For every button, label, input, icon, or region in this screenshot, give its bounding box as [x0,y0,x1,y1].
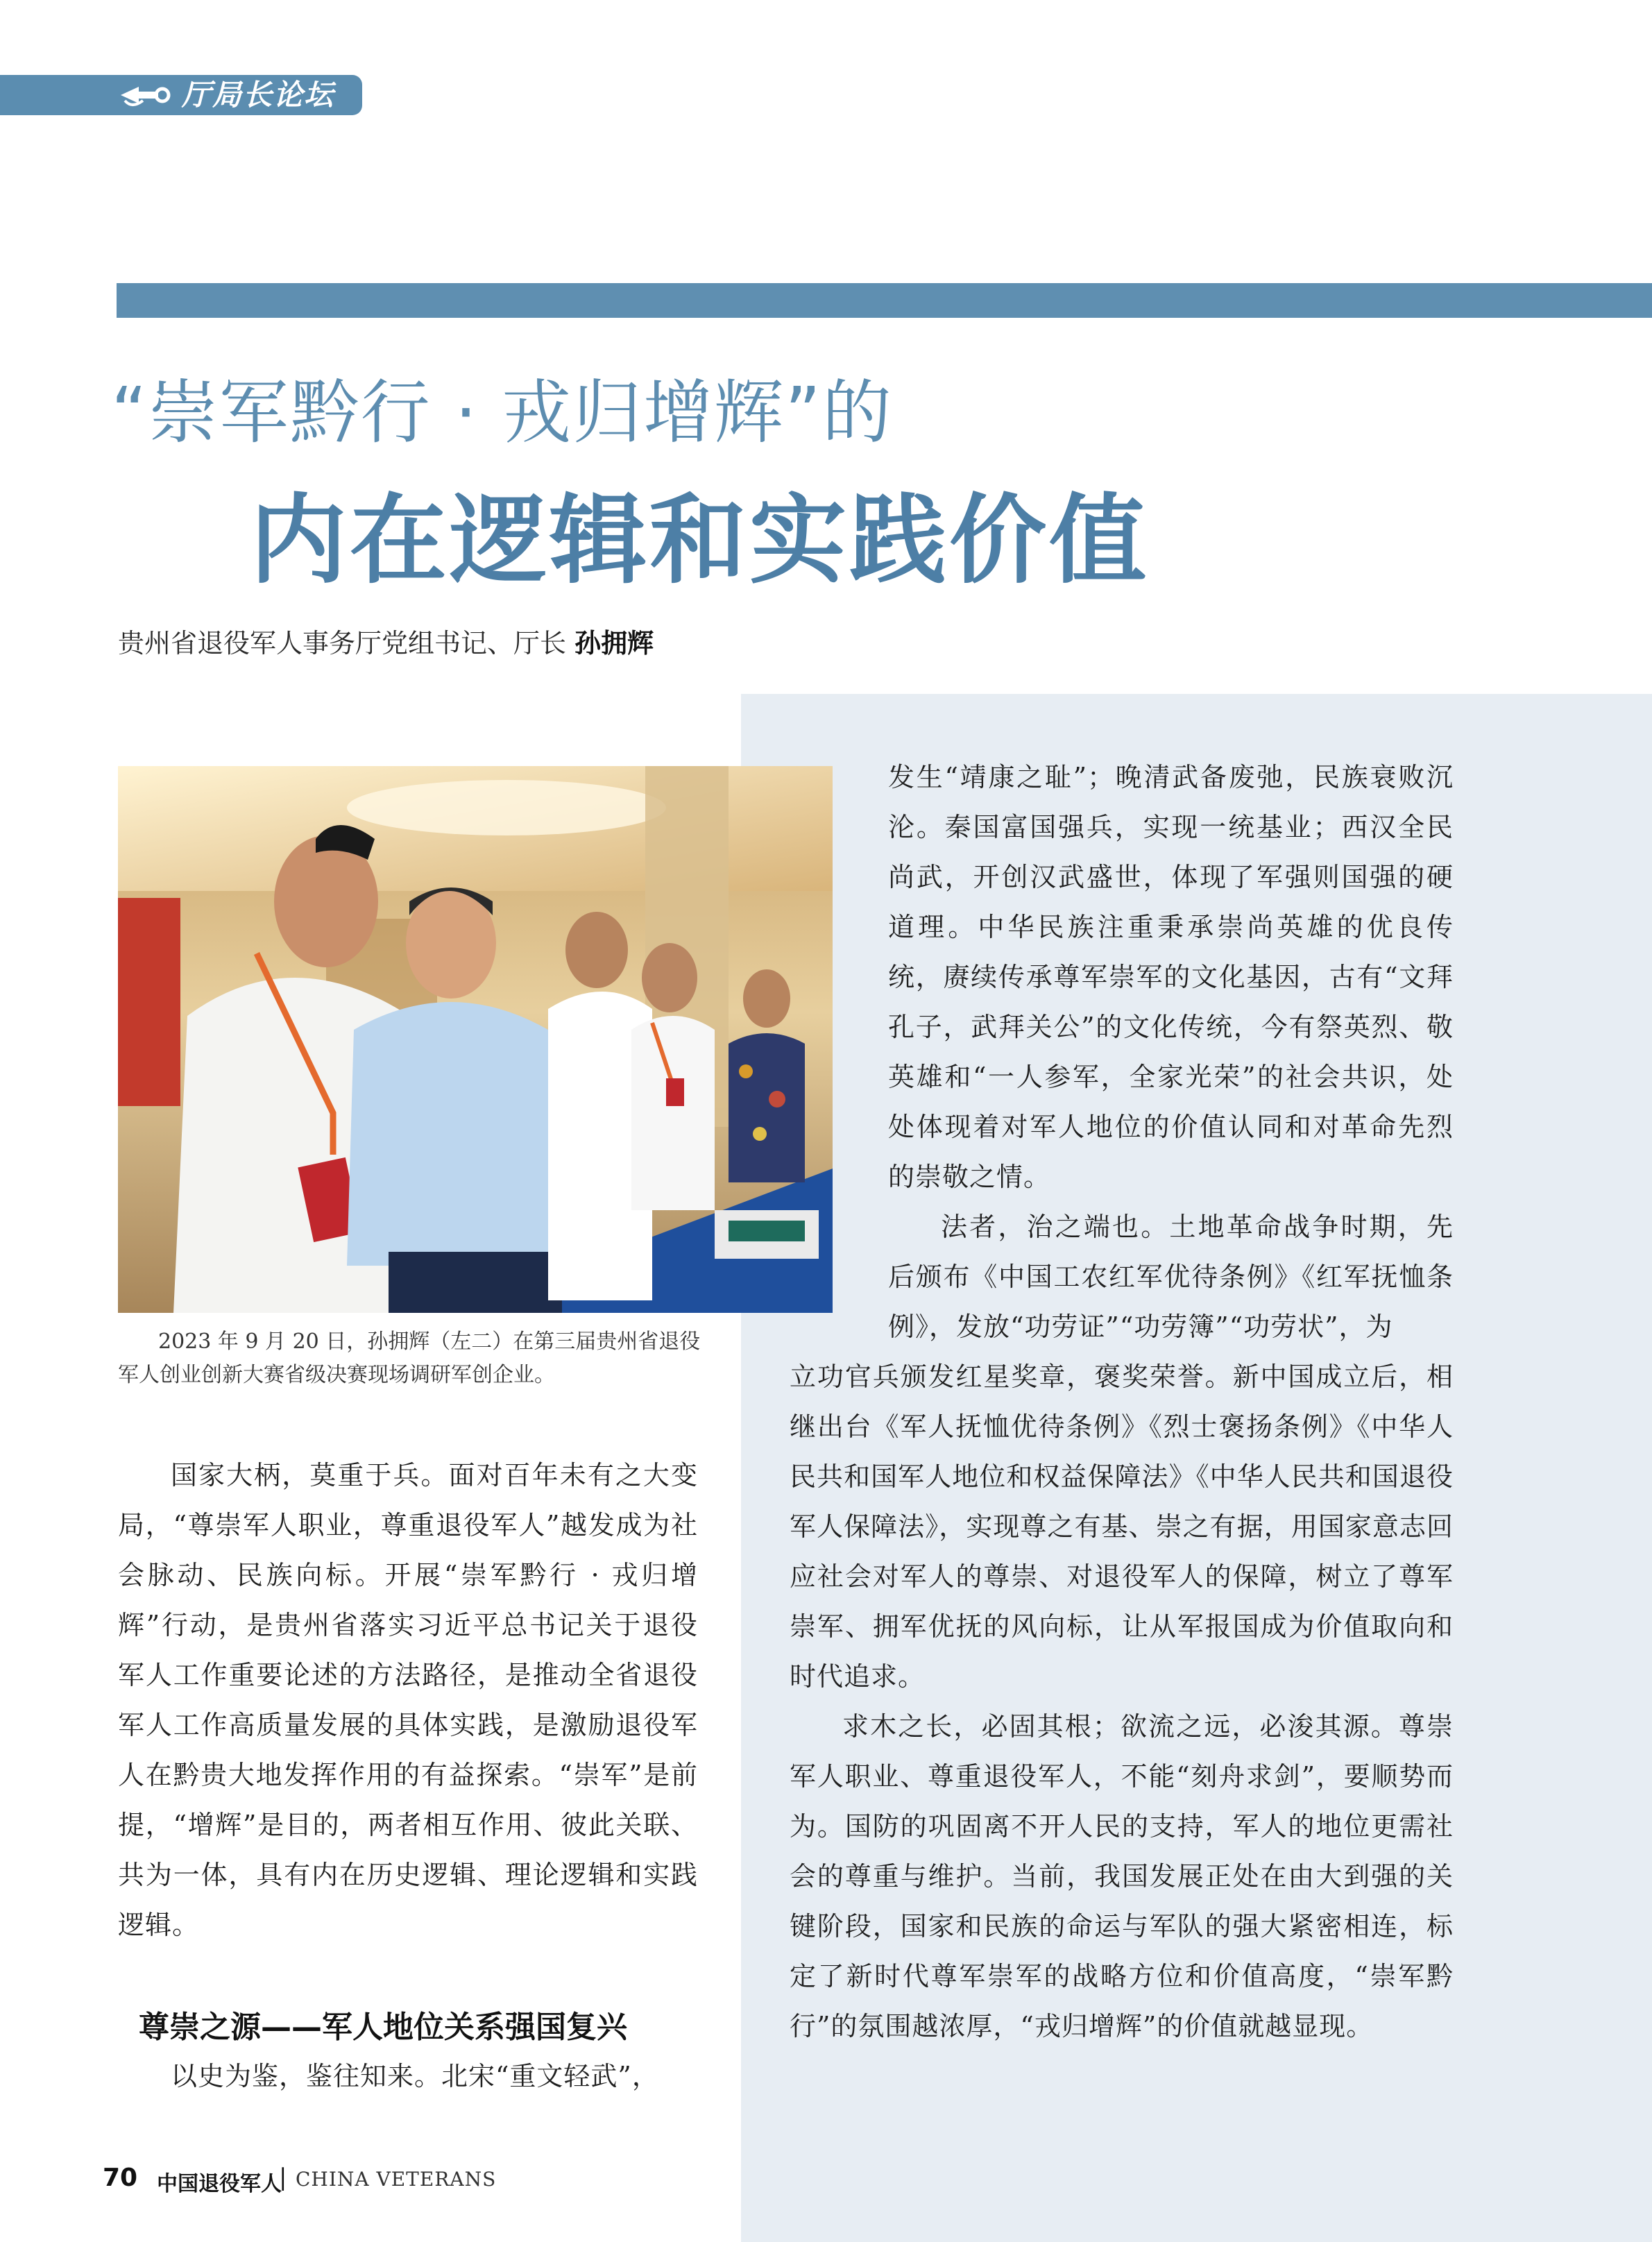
paragraph: 法者，治之端也。土地革命战争时期，先后颁布《中国工农红军优待条例》《红军抚恤条例》，发放“功劳证”“功劳簿”“功劳状”，为 [888,1212,1454,1342]
body-left-tail [118,2051,698,2101]
magazine-name-en: CHINA VETERANS [296,2168,497,2191]
page-number: 70 [103,2164,138,2192]
body-right-column-upper [888,752,1454,1352]
article-photo [118,766,833,1313]
author-name: 孙拥辉 [574,628,654,659]
magazine-name: 中国退役军人 [157,2172,282,2196]
paragraph: 以史为鉴，鉴往知来。北宋“重文轻武”， [171,2061,659,2091]
article-title-line1: “崇军黔行 · 戎归增辉”的 [111,372,893,453]
section-label: 厅局长论坛 [182,78,335,112]
photo-caption: 2023 年 9 月 20 日，孙拥辉（左二）在第三届贵州省退役军人创业创新大赛省级决赛现场调研军创企业。 [118,1330,701,1387]
article-title-line2: 内在逻辑和实践价值 [250,484,1150,597]
footer-separator: | [279,2164,287,2191]
body-right-column-lower [790,1352,1454,2051]
paragraph: 求木之长，必固其根；欲流之远，必浚其源。尊崇军人职业、尊重退役军人，不能“刻舟求剑”，要顺势而为。国防的巩固离不开人民的支持，军人的地位更需社会的尊重与维护。当前，我国发展正处在由大到强的关键阶段，国家和民族的命运与军队的强大紧密相连，标定了新时代尊军崇军的战略方位和价值高度，“崇军黔行”的氛围越浓厚，“戎归增辉”的价值就越显现。 [790,1711,1454,2041]
paragraph: 国家大柄，莫重于兵。面对百年未有之大变局，“尊崇军人职业，尊重退役军人”越发成为社会脉动、民族向标。开展“崇军黔行 · 戎归增辉”行动，是贵州省落实习近平总书记关于退役军人工作重要论述的方法路径，是推动全省退役军人工作高质量发展的具体实践，是激励退役军人在黔贵大地发挥作用的有益探索。“崇军”是前提，“增辉”是目的，两者相互作用、彼此关联、共为一体，具有内在历史逻辑、理论逻辑和实践逻辑。 [118,1460,698,1940]
paragraph: 立功官兵颁发红星奖章，褒奖荣誉。新中国成立后，相继出台《军人抚恤优待条例》《烈士褒扬条例》《中华人民共和国军人地位和权益保障法》《中华人民共和国退役军人保障法》，实现尊之有基、崇之有据，用国家意志回应社会对军人的尊崇、对退役军人的保障，树立了尊军崇军、拥军优抚的风向标，让从军报国成为价值取向和时代追求。 [790,1361,1454,1692]
title-bar [117,283,1652,318]
body-left-column [118,1450,698,1950]
author-role: 贵州省退役军人事务厅党组书记、厅长 [118,628,575,659]
byline [118,622,654,664]
paragraph: 发生“靖康之耻”；晚清武备废弛，民族衰败沉沦。秦国富国强兵，实现一统基业；西汉全民尚武，开创汉武盛世，体现了军强则国强的硬道理。中华民族注重秉承崇尚英雄的优良传统，赓续传承尊军崇军的文化基因，古有“文拜孔子，武拜关公”的文化传统，今有祭英烈、敬英雄和“一人参军，全家光荣”的社会共识，处处体现着对军人地位的价值认同和对革命先烈的崇敬之情。 [888,762,1454,1192]
bugle-icon [118,80,173,110]
section-subheading: 尊崇之源——军人地位关系强国复兴 [139,2010,627,2045]
